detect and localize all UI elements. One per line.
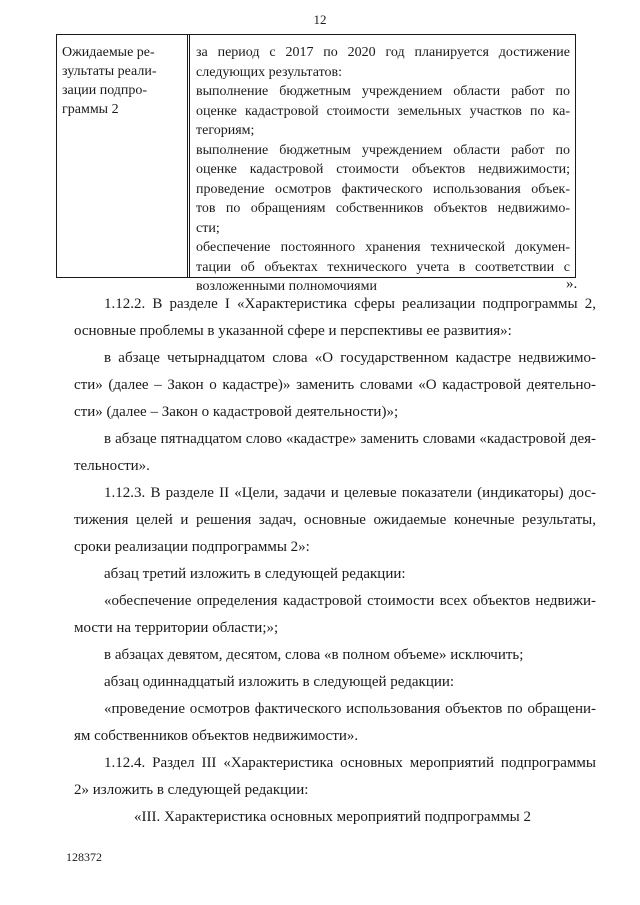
body-line: сроки реализации подпрограммы 2»:: [74, 539, 310, 555]
right-cell-line: возложенными полномочиями: [196, 279, 377, 294]
page-number: 12: [313, 12, 327, 27]
right-cell-line: оценке кадастровой стоимости земельных участков по ка-: [196, 103, 570, 119]
body-line: мости на территории области;»;: [74, 620, 279, 636]
body-line: абзац третий изложить в следующей редакции:: [104, 566, 406, 582]
body-line: в абзаце пятнадцатом слово «кадастре» заменить словами «кадастровой дея-: [104, 431, 596, 447]
body-line: 1.12.3. В разделе II «Цели, задачи и целевые показатели (индикаторы) дос-: [104, 485, 596, 501]
right-cell-line: следующих результатов:: [196, 64, 343, 80]
body-line: в абзаце четырнадцатом слова «О государственном кадастре недвижимо-: [104, 350, 596, 366]
body-line: «III. Характеристика основных мероприятий подпрограммы 2: [134, 809, 532, 825]
right-cell-line: сти;: [196, 220, 220, 236]
table-left-cell: [62, 43, 182, 119]
body-line: тижения целей и решения задач, основные ожидаемые конечные результаты,: [74, 512, 596, 528]
right-cell-line: выполнение бюджетным учреждением области работ по: [196, 84, 570, 99]
results-table: [56, 34, 576, 294]
right-cell-line: проведение осмотров фактического использования объек-: [196, 181, 570, 197]
body-line: основные проблемы в указанной сфере и перспективы ее развития»:: [74, 323, 512, 339]
right-cell-line: обеспечение постоянного хранения технической докумен-: [196, 240, 570, 255]
right-cell-line: тов по обращениям собственников объектов недвижимо-: [196, 201, 570, 216]
body-line: ям собственников объектов недвижимости».: [74, 728, 359, 744]
body-line: сти» (далее – Закон о кадастровой деятельности)»;: [74, 404, 399, 420]
right-cell-line: за период с 2017 по 2020 год планируется достижение: [196, 45, 570, 60]
left-cell-line: Ожидаемые ре-: [62, 45, 155, 60]
body-line: «проведение осмотров фактического использования объектов по обращени-: [104, 701, 596, 717]
right-cell-line: выполнение бюджетным учреждением области работ по: [196, 142, 570, 158]
body-line: 1.12.4. Раздел III «Характеристика основных мероприятий подпрограммы: [104, 755, 596, 771]
body-line: 2» изложить в следующей редакции:: [74, 782, 309, 798]
body-line: в абзацах девятом, десятом, слова «в полном объеме» исключить;: [104, 647, 524, 663]
body-line: 1.12.2. В разделе I «Характеристика сферы реализации подпрограммы 2,: [104, 296, 596, 312]
body-line: «обеспечение определения кадастровой стоимости всех объектов недвижи-: [104, 593, 596, 609]
left-cell-line: зации подпро-: [62, 83, 148, 98]
body-line: сти» (далее – Закон о кадастре)» заменить словами «О кадастровой деятельно-: [74, 377, 596, 393]
right-cell-line: оценке кадастровой стоимости объектов недвижимости;: [196, 162, 570, 177]
right-cell-line: тегориям;: [196, 123, 255, 138]
left-cell-line: зультаты реали-: [62, 64, 157, 79]
body-line: абзац одиннадцатый изложить в следующей редакции:: [104, 674, 455, 690]
right-cell-line: тации об объектах технического учета в соответствии с: [196, 259, 570, 275]
body-line: тельности».: [74, 458, 150, 474]
closing-quote: ».: [566, 276, 578, 292]
table-right-cell: [196, 43, 570, 297]
left-cell-line: граммы 2: [62, 102, 119, 117]
footer-code: 128372: [66, 850, 102, 864]
table-column-divider: [187, 35, 190, 277]
